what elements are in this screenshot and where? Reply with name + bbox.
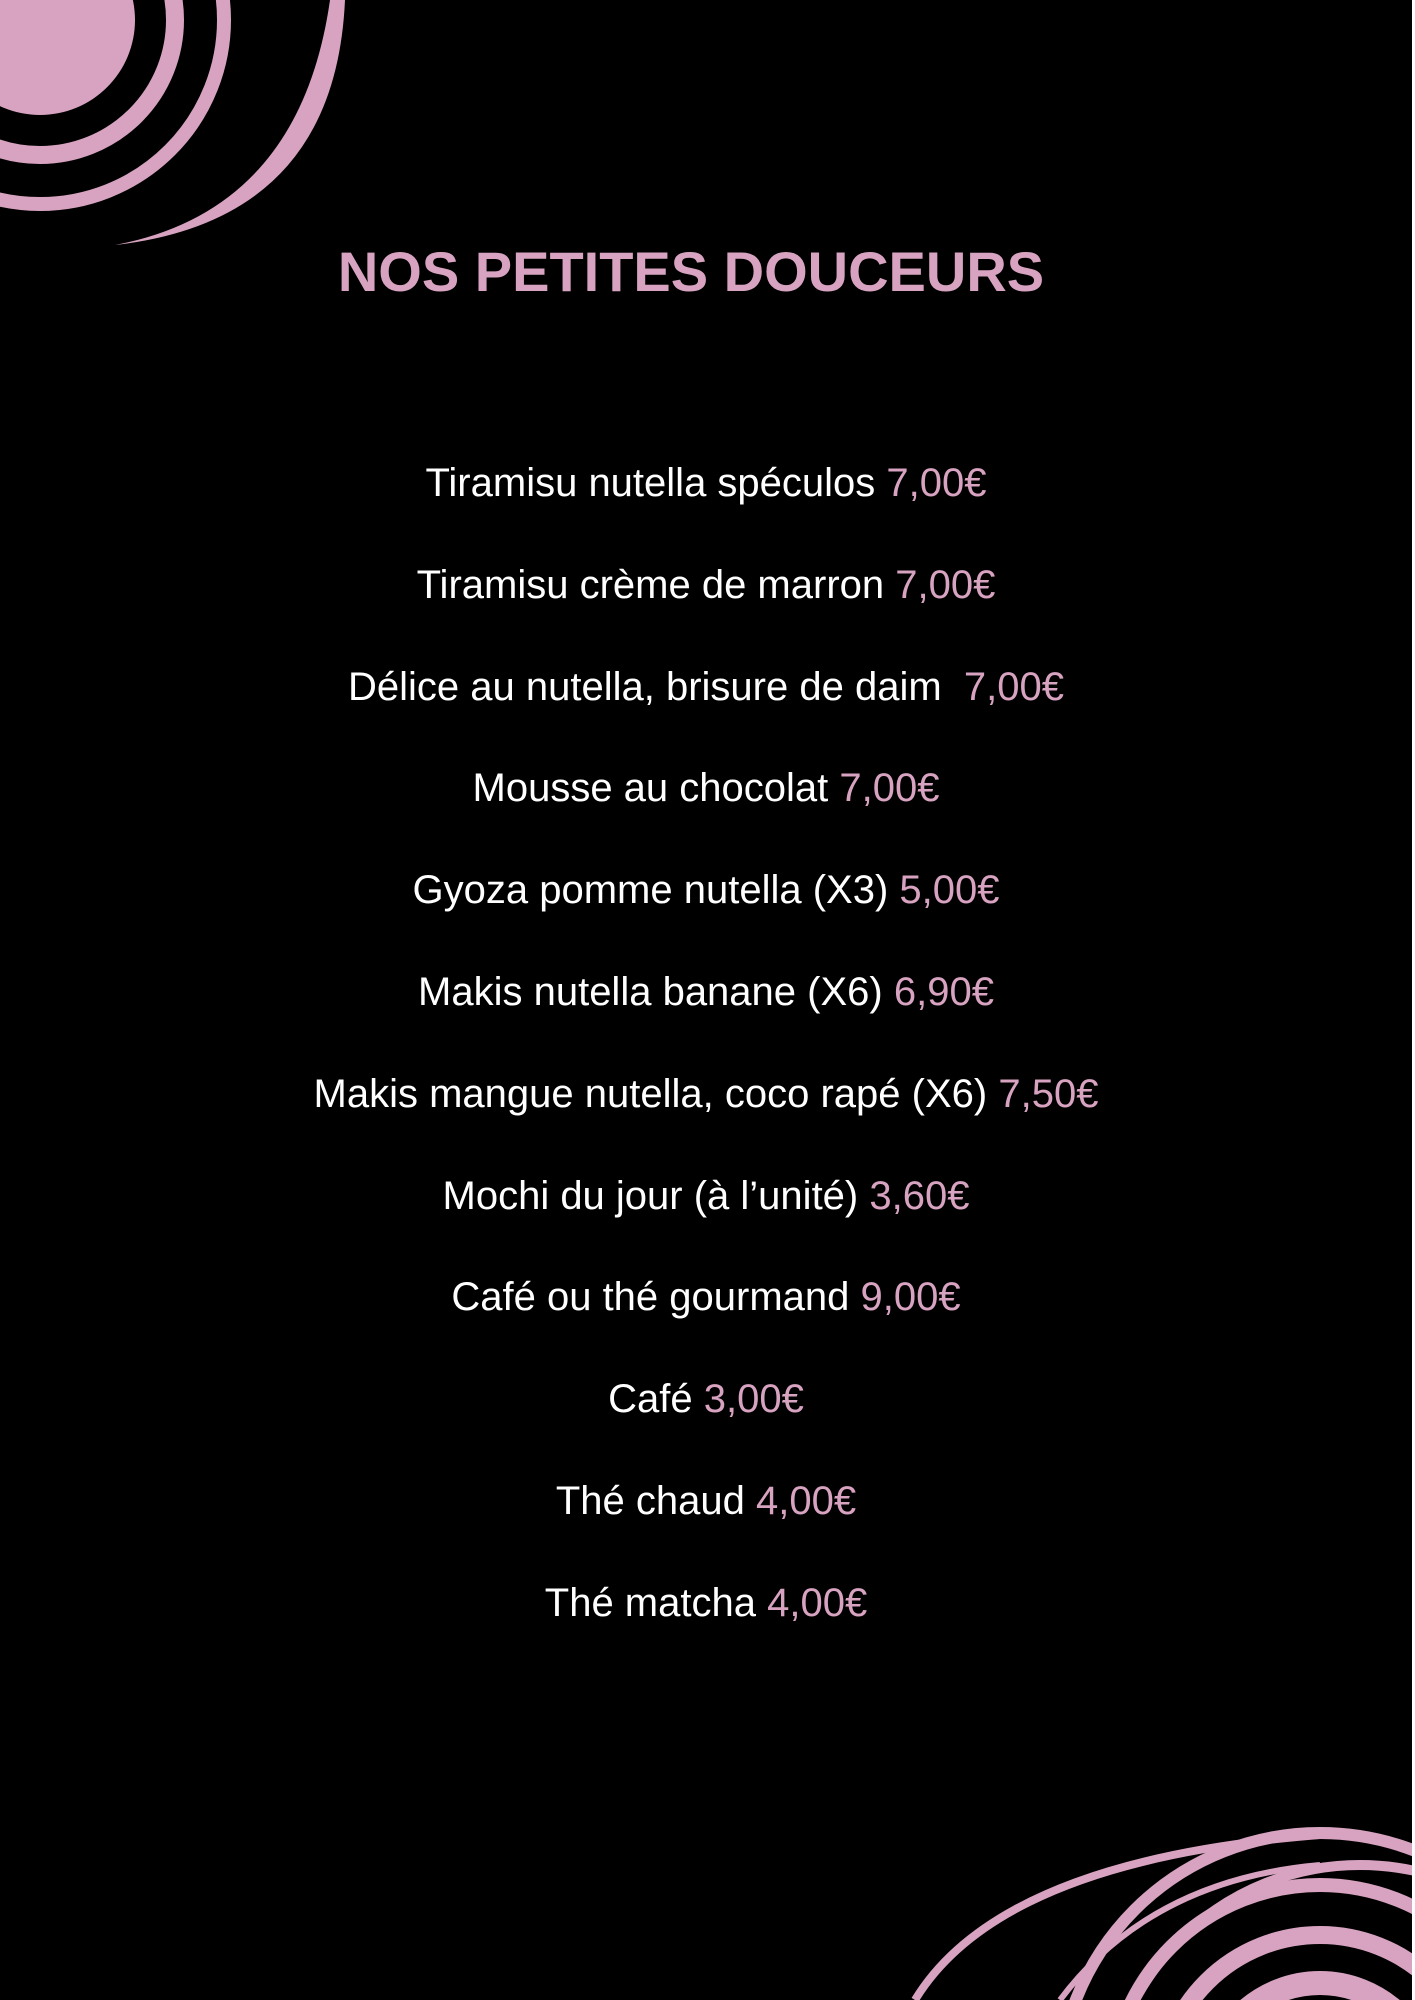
menu-item — [0, 1569, 1412, 1671]
menu-item-price: 7,50€ — [998, 1071, 1099, 1116]
menu-item-name: Mochi du jour (à l’unité) — [442, 1173, 859, 1218]
top-left-disc — [0, 0, 135, 115]
menu-item — [0, 653, 1412, 755]
menu-item-price: 3,60€ — [869, 1173, 970, 1218]
bottom-right-circle-ornament — [915, 1833, 1412, 2000]
menu-item — [0, 1263, 1412, 1365]
bottom-right-ring-4 — [1058, 1833, 1412, 2000]
menu-item — [0, 754, 1412, 856]
menu-item-price: 9,00€ — [860, 1275, 961, 1320]
menu-item-name: Café — [608, 1377, 693, 1422]
menu-item — [0, 856, 1412, 958]
menu-item-name: Tiramisu nutella spéculos — [425, 461, 876, 505]
menu-item-price: 5,00€ — [899, 868, 1000, 913]
menu-item — [0, 449, 1412, 551]
menu-item — [0, 958, 1412, 1060]
menu-item-name: Café ou thé gourmand — [451, 1275, 850, 1320]
menu-item — [0, 1365, 1412, 1467]
menu-item-name: Makis nutella banane (X6) — [418, 969, 883, 1014]
menu-item-name: Thé matcha — [544, 1580, 756, 1625]
menu-item — [0, 1162, 1412, 1264]
menu-item-price: 4,00€ — [756, 1478, 857, 1523]
top-left-circle-ornament — [0, 0, 345, 245]
bottom-right-arc — [915, 1835, 1320, 2000]
menu-item-name: Gyoza pomme nutella (X3) — [412, 868, 889, 913]
menu-item — [0, 551, 1412, 653]
menu-item-price: 7,00€ — [963, 664, 1064, 709]
menu-item-price: 7,00€ — [886, 461, 987, 505]
menu-item-price: 6,90€ — [893, 969, 994, 1014]
menu-item — [0, 1467, 1412, 1569]
menu-item-name: Tiramisu crème de marron — [416, 562, 885, 607]
bottom-right-ring-1 — [1208, 1983, 1412, 2000]
menu-item-name: Mousse au chocolat — [472, 766, 829, 811]
menu-title: NOS PETITES DOUCEURS — [337, 240, 1045, 303]
dessert-menu-list — [0, 449, 1412, 1671]
menu-item — [0, 1060, 1412, 1162]
menu-item-price: 3,00€ — [703, 1377, 804, 1422]
menu-item-name: Thé chaud — [555, 1478, 745, 1523]
menu-item-price: 7,00€ — [895, 562, 996, 607]
menu-item-price: 7,00€ — [839, 766, 940, 811]
menu-item-price: 4,00€ — [767, 1580, 868, 1625]
menu-item-name: Délice au nutella, brisure de daim — [348, 664, 953, 709]
menu-item-name: Makis mangue nutella, coco rapé (X6) — [313, 1071, 988, 1116]
